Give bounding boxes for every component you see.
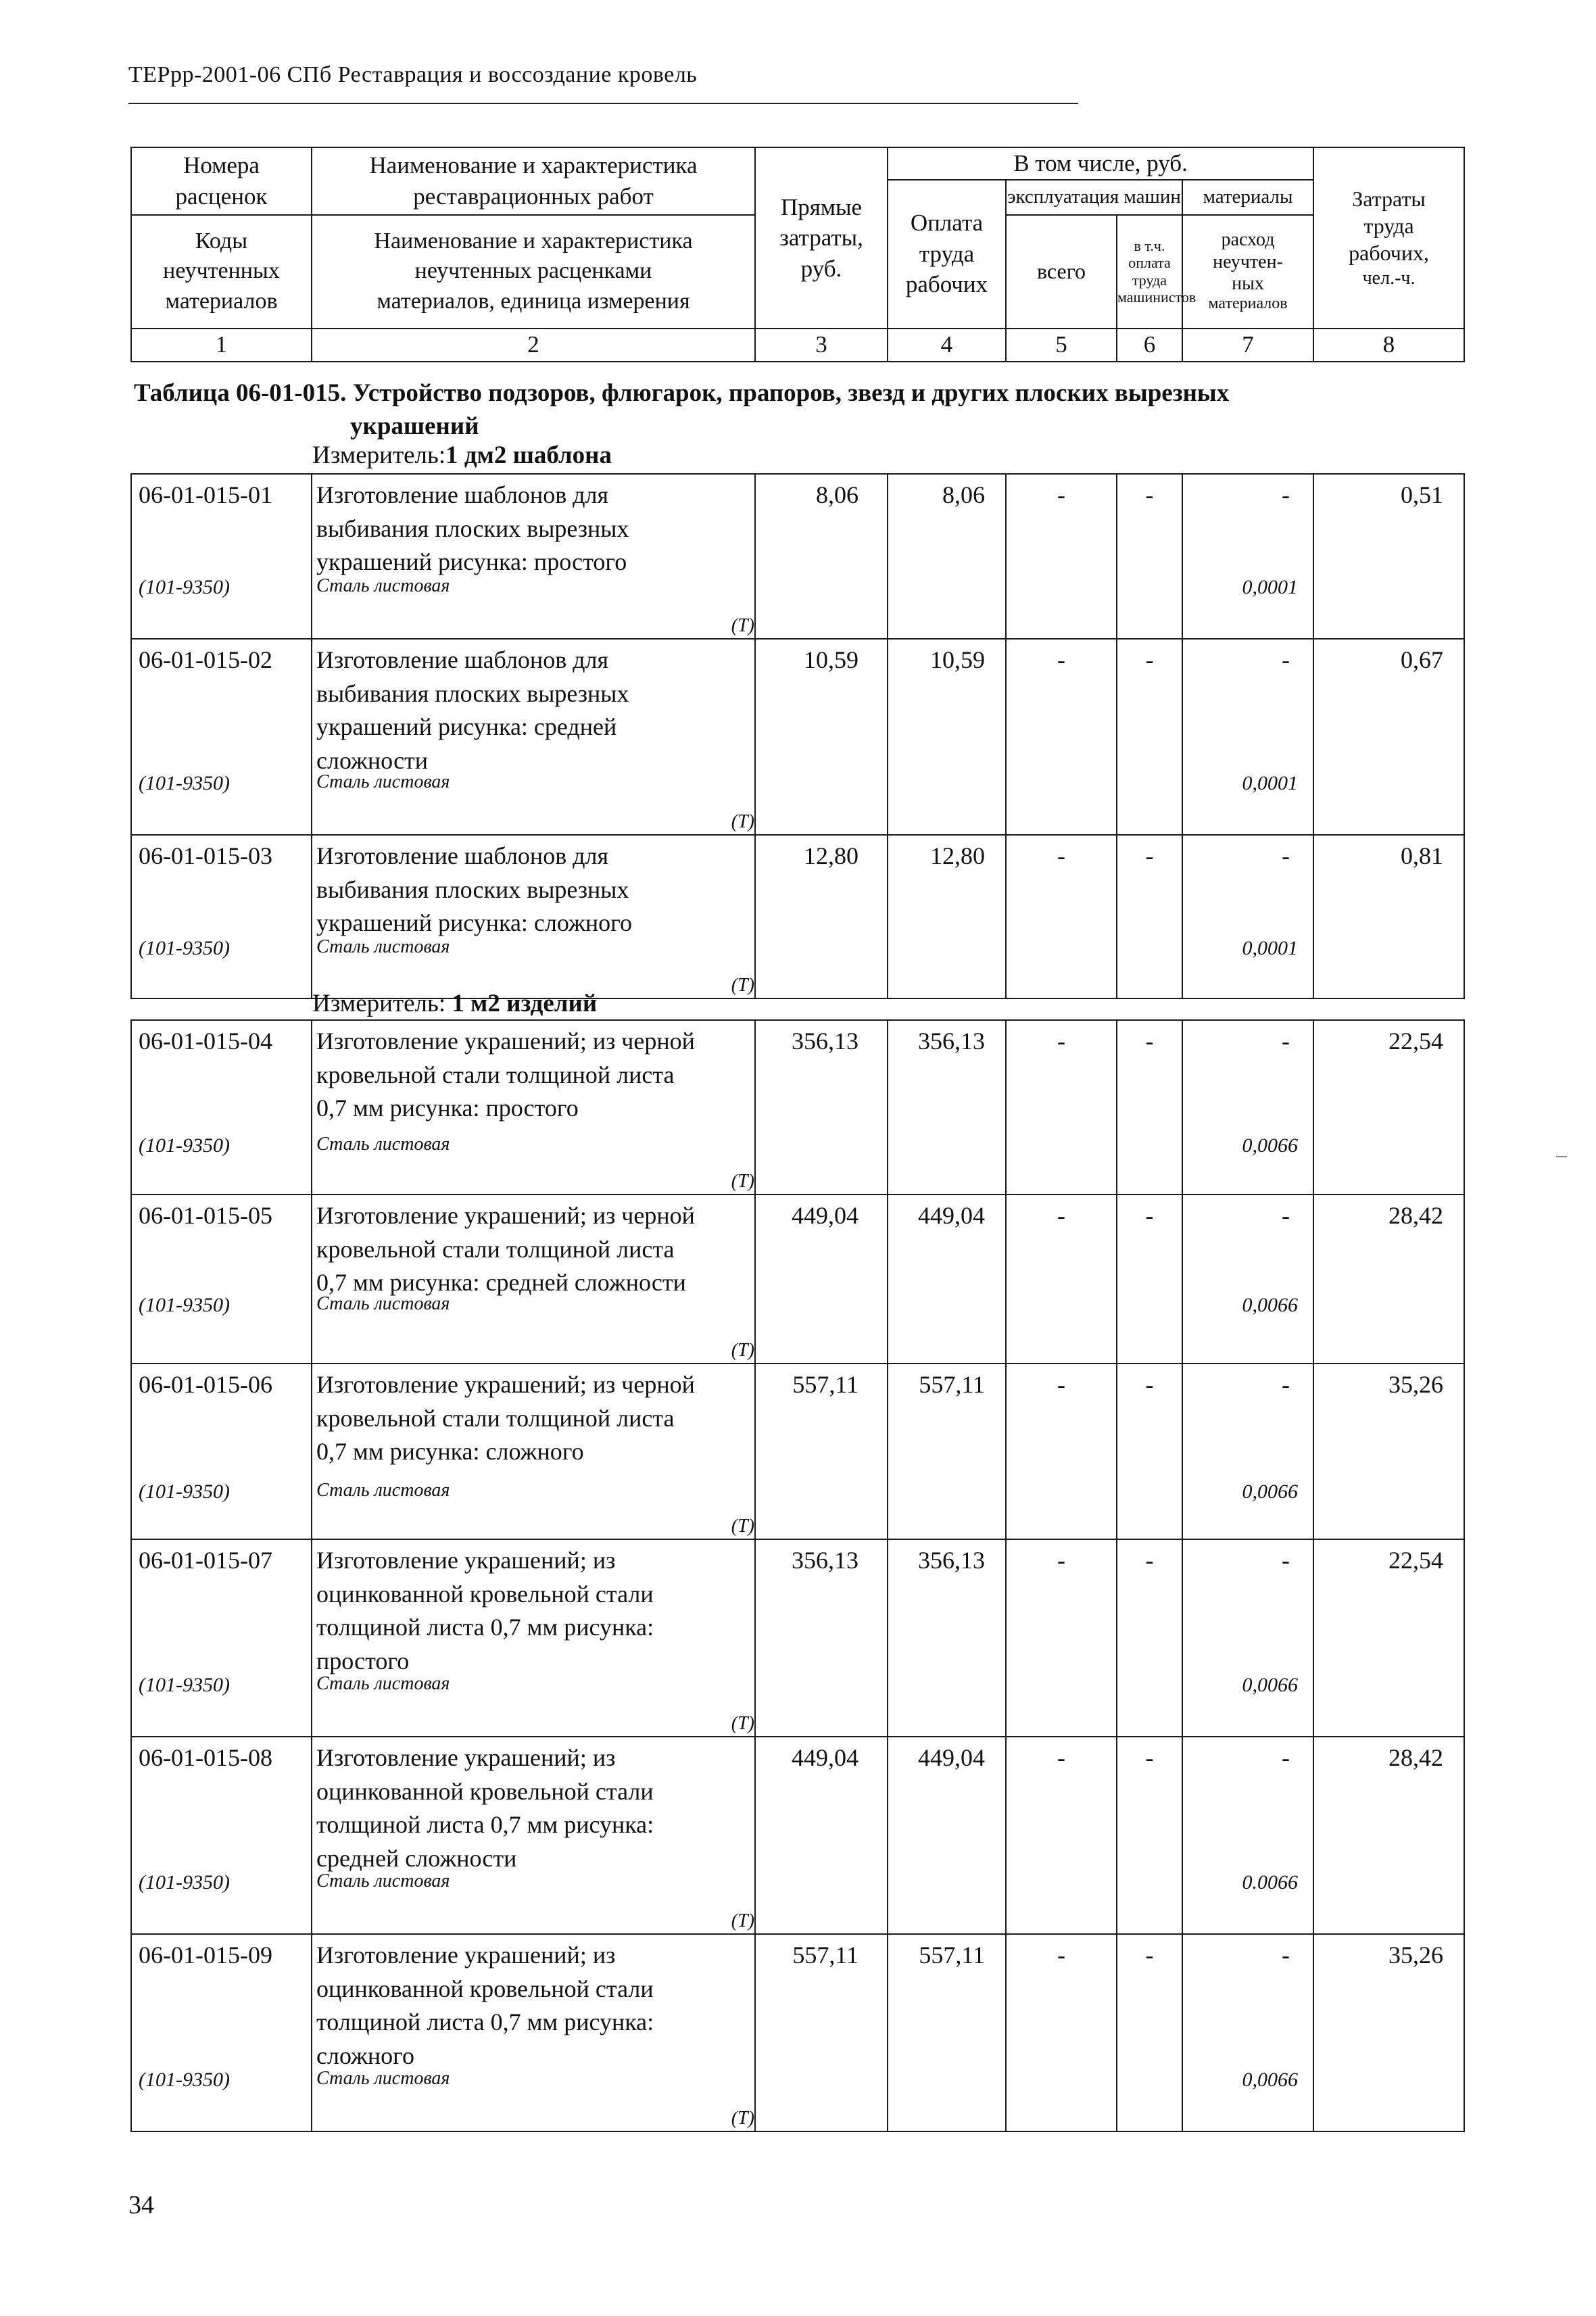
work-name-line: Изготовление украшений; из черной — [316, 1028, 695, 1055]
machinist-wages: - — [1117, 1737, 1182, 1934]
table-row — [131, 1539, 1464, 1737]
rate-code: 06-01-015-04 — [139, 1028, 272, 1055]
name-cell — [312, 1364, 755, 1539]
name-cell — [312, 1539, 755, 1737]
table-row — [131, 1737, 1464, 1934]
labor-costs: 35,26 — [1313, 1364, 1464, 1539]
work-name-line: украшений рисунка: средней — [316, 713, 617, 741]
work-name-line: кровельной стали толщиной листа — [316, 1061, 675, 1088]
materials-value: - — [1282, 842, 1290, 869]
name-cell — [312, 1020, 755, 1195]
table-row — [131, 474, 1464, 639]
material-quantity: 0,0066 — [1242, 1480, 1298, 1503]
direct-costs: 557,11 — [755, 1934, 888, 2131]
table-row — [131, 835, 1464, 998]
name-cell — [312, 639, 755, 835]
worker-wages: 356,13 — [888, 1539, 1006, 1737]
code-cell — [131, 1934, 312, 2131]
worker-wages: 449,04 — [888, 1737, 1006, 1934]
machines-header: эксплуатация машин — [1006, 180, 1182, 215]
material-code: (101-9350) — [139, 1134, 230, 1157]
work-name-line: оцинкованной кровельной стали — [316, 1975, 654, 2002]
machinist-wages: - — [1117, 474, 1182, 639]
material-quantity: 0,0066 — [1242, 2069, 1298, 2091]
machines-total: - — [1006, 1364, 1117, 1539]
materials-value: - — [1282, 1028, 1290, 1055]
work-name-line: толщиной листа 0,7 мм рисунка: — [316, 1811, 654, 1839]
col1-bottom-header: Коды неучтенных материалов — [131, 215, 312, 329]
machinist-wages: - — [1117, 1195, 1182, 1364]
code-cell — [131, 835, 312, 998]
materials-cell — [1182, 835, 1313, 998]
material-code: (101-9350) — [139, 1294, 230, 1316]
work-name-line: оцинкованной кровельной стали — [316, 1580, 654, 1608]
unit-t-mark: (Т) — [731, 1340, 754, 1361]
materials-value: - — [1282, 646, 1290, 673]
material-code: (101-9350) — [139, 1871, 230, 1893]
material-name: Сталь листовая — [316, 575, 450, 596]
work-name-line: Изготовление украшений; из — [316, 1744, 616, 1771]
material-code: (101-9350) — [139, 937, 230, 959]
work-name-line: Изготовление украшений; из — [316, 1547, 616, 1574]
col4-header: Оплата труда рабочих — [888, 180, 1006, 329]
materials-cell — [1182, 1737, 1313, 1934]
work-name-line: Изготовление шаблонов для — [316, 842, 609, 869]
work-name-line: толщиной листа 0,7 мм рисунка: — [316, 2008, 654, 2036]
materials-value: - — [1282, 1371, 1290, 1398]
materials-cell — [1182, 1195, 1313, 1364]
rate-code: 06-01-015-09 — [139, 1941, 272, 1969]
col8-header: Затраты труда рабочих, чел.-ч. — [1313, 147, 1464, 329]
unit-t-mark: (Т) — [731, 1910, 754, 1932]
direct-costs: 557,11 — [755, 1364, 888, 1539]
direct-costs: 12,80 — [755, 835, 888, 998]
rate-code: 06-01-015-03 — [139, 842, 272, 869]
col-number: 1 — [131, 329, 312, 362]
col-number: 2 — [312, 329, 755, 362]
work-name-line: Изготовление украшений; из черной — [316, 1371, 695, 1398]
worker-wages: 557,11 — [888, 1934, 1006, 2131]
work-name-line: сложного — [316, 2042, 415, 2070]
unit-t-mark: (Т) — [731, 1171, 754, 1192]
worker-wages: 356,13 — [888, 1020, 1006, 1195]
rate-code: 06-01-015-01 — [139, 481, 272, 508]
direct-costs: 449,04 — [755, 1737, 888, 1934]
materials-value: - — [1282, 481, 1290, 508]
unit-line-2: Измеритель: 1 м2 изделий — [312, 990, 598, 1017]
material-code: (101-9350) — [139, 2069, 230, 2091]
col2-bottom-header: Наименование и характеристика неучтенных расценками материалов, единица измерения — [312, 215, 755, 329]
labor-costs: 22,54 — [1313, 1020, 1464, 1195]
code-cell — [131, 1364, 312, 1539]
work-name-line: простого — [316, 1647, 410, 1675]
material-name: Сталь листовая — [316, 1673, 450, 1694]
material-quantity: 0,0001 — [1242, 937, 1298, 959]
name-cell — [312, 1934, 755, 2131]
rates-table-1 — [130, 473, 1465, 999]
col1-top-header: Номера расценок — [131, 147, 312, 215]
direct-costs: 10,59 — [755, 639, 888, 835]
table-row — [131, 639, 1464, 835]
work-name-line: толщиной листа 0,7 мм рисунка: — [316, 1614, 654, 1641]
material-quantity: 0,0001 — [1242, 772, 1298, 794]
code-cell — [131, 1195, 312, 1364]
labor-costs: 0,51 — [1313, 474, 1464, 639]
unit-t-mark: (Т) — [731, 1516, 754, 1537]
machinist-wages: - — [1117, 1934, 1182, 2131]
header-rule — [128, 103, 1078, 104]
unit-t-mark: (Т) — [731, 1713, 754, 1735]
labor-costs: 0,81 — [1313, 835, 1464, 998]
materials-cell — [1182, 1020, 1313, 1195]
work-name-line: украшений рисунка: сложного — [316, 909, 632, 937]
material-name: Сталь листовая — [316, 771, 450, 792]
code-cell — [131, 1539, 312, 1737]
worker-wages: 557,11 — [888, 1364, 1006, 1539]
material-name: Сталь листовая — [316, 2068, 450, 2089]
table-row — [131, 1195, 1464, 1364]
work-name-line: выбивания плоских вырезных — [316, 679, 629, 707]
material-name: Сталь листовая — [316, 1480, 450, 1501]
work-name-line: оцинкованной кровельной стали — [316, 1777, 654, 1805]
table-row — [131, 1364, 1464, 1539]
work-name-line: украшений рисунка: простого — [316, 548, 627, 576]
name-cell — [312, 474, 755, 639]
machines-total: - — [1006, 1737, 1117, 1934]
materials-cell — [1182, 1539, 1313, 1737]
rate-code: 06-01-015-05 — [139, 1202, 272, 1229]
machinist-wages: - — [1117, 1364, 1182, 1539]
machines-total: - — [1006, 639, 1117, 835]
direct-costs: 449,04 — [755, 1195, 888, 1364]
materials-cell — [1182, 474, 1313, 639]
materials-cell — [1182, 1934, 1313, 2131]
col6-header: в т.ч. оплата труда машинистов — [1117, 215, 1182, 329]
direct-costs: 8,06 — [755, 474, 888, 639]
machines-total: - — [1006, 1934, 1117, 2131]
unit-t-mark: (Т) — [731, 811, 754, 833]
margin-mark — [1556, 1156, 1567, 1157]
work-name-line: 0,7 мм рисунка: сложного — [316, 1438, 584, 1466]
work-name-line: сложности — [316, 747, 429, 775]
col-number: 6 — [1117, 329, 1182, 362]
machinist-wages: - — [1117, 835, 1182, 998]
work-name-line: выбивания плоских вырезных — [316, 875, 629, 903]
running-title: ТЕРрр-2001-06 СПб Реставрация и воссоздание кровель — [128, 62, 698, 87]
unit-line-1: Измеритель:1 дм2 шаблона — [312, 441, 612, 469]
work-name-line: кровельной стали толщиной листа — [316, 1404, 675, 1432]
table-row — [131, 1020, 1464, 1195]
rate-code: 06-01-015-08 — [139, 1744, 272, 1771]
code-cell — [131, 474, 312, 639]
labor-costs: 28,42 — [1313, 1737, 1464, 1934]
col5-header: всего — [1006, 215, 1117, 329]
material-quantity: 0,0066 — [1242, 1294, 1298, 1316]
unit-t-mark: (Т) — [731, 2108, 754, 2129]
work-name-line: Изготовление украшений; из — [316, 1941, 616, 1969]
page-number: 34 — [128, 2191, 154, 2219]
col3-header: Прямые затраты, руб. — [755, 147, 888, 329]
rate-code: 06-01-015-02 — [139, 646, 272, 673]
code-cell — [131, 639, 312, 835]
machinist-wages: - — [1117, 639, 1182, 835]
machines-total: - — [1006, 474, 1117, 639]
material-quantity: 0,0066 — [1242, 1674, 1298, 1696]
code-cell — [131, 1737, 312, 1934]
work-name-line: средней сложности — [316, 1845, 517, 1873]
group-header: В том числе, руб. — [888, 147, 1313, 180]
material-quantity: 0,0066 — [1242, 1134, 1298, 1157]
rate-code: 06-01-015-07 — [139, 1547, 272, 1574]
materials-value: - — [1282, 1744, 1290, 1771]
col-number: 8 — [1313, 329, 1464, 362]
machines-total: - — [1006, 835, 1117, 998]
worker-wages: 12,80 — [888, 835, 1006, 998]
unit-t-mark: (Т) — [731, 975, 754, 996]
material-quantity: 0.0066 — [1242, 1871, 1298, 1893]
name-cell — [312, 835, 755, 998]
material-code: (101-9350) — [139, 1480, 230, 1503]
unit-t-mark: (Т) — [731, 615, 754, 637]
materials-value: - — [1282, 1941, 1290, 1969]
material-name: Сталь листовая — [316, 1871, 450, 1891]
work-name-line: 0,7 мм рисунка: простого — [316, 1094, 579, 1122]
worker-wages: 8,06 — [888, 474, 1006, 639]
machinist-wages: - — [1117, 1020, 1182, 1195]
machines-total: - — [1006, 1195, 1117, 1364]
name-cell — [312, 1737, 755, 1934]
rate-code: 06-01-015-06 — [139, 1371, 272, 1398]
work-name-line: Изготовление шаблонов для — [316, 646, 609, 673]
work-name-line: кровельной стали толщиной листа — [316, 1235, 675, 1263]
col-number: 3 — [755, 329, 888, 362]
worker-wages: 449,04 — [888, 1195, 1006, 1364]
labor-costs: 22,54 — [1313, 1539, 1464, 1737]
col7-header: расход неучтен- ных материалов — [1182, 215, 1313, 329]
worker-wages: 10,59 — [888, 639, 1006, 835]
name-cell — [312, 1195, 755, 1364]
direct-costs: 356,13 — [755, 1539, 888, 1737]
col2-top-header: Наименование и характеристика реставрационных работ — [312, 147, 755, 215]
material-name: Сталь листовая — [316, 936, 450, 957]
table-caption: Таблица 06-01-015. Устройство подзоров, флюгарок, прапоров, звезд и других плоских вырезных украшений — [134, 379, 1230, 440]
materials-cell — [1182, 1364, 1313, 1539]
material-name: Сталь листовая — [316, 1293, 450, 1314]
machines-total: - — [1006, 1539, 1117, 1737]
material-code: (101-9350) — [139, 576, 230, 598]
work-name-line: выбивания плоских вырезных — [316, 514, 629, 542]
table-row — [131, 1934, 1464, 2131]
materials-cell — [1182, 639, 1313, 835]
work-name-line: 0,7 мм рисунка: средней сложности — [316, 1269, 686, 1297]
material-code: (101-9350) — [139, 772, 230, 794]
machinist-wages: - — [1117, 1539, 1182, 1737]
materials-header: материалы — [1182, 180, 1313, 215]
machines-total: - — [1006, 1020, 1117, 1195]
labor-costs: 0,67 — [1313, 639, 1464, 835]
column-header-table — [130, 147, 1465, 362]
rates-table-2 — [130, 1019, 1465, 2132]
work-name-line: Изготовление шаблонов для — [316, 481, 609, 508]
material-name: Сталь листовая — [316, 1134, 450, 1155]
material-code: (101-9350) — [139, 1674, 230, 1696]
work-name-line: Изготовление украшений; из черной — [316, 1202, 695, 1229]
materials-value: - — [1282, 1547, 1290, 1574]
col-number: 4 — [888, 329, 1006, 362]
col-number: 7 — [1182, 329, 1313, 362]
labor-costs: 35,26 — [1313, 1934, 1464, 2131]
direct-costs: 356,13 — [755, 1020, 888, 1195]
material-quantity: 0,0001 — [1242, 576, 1298, 598]
col-number: 5 — [1006, 329, 1117, 362]
labor-costs: 28,42 — [1313, 1195, 1464, 1364]
code-cell — [131, 1020, 312, 1195]
materials-value: - — [1282, 1202, 1290, 1229]
